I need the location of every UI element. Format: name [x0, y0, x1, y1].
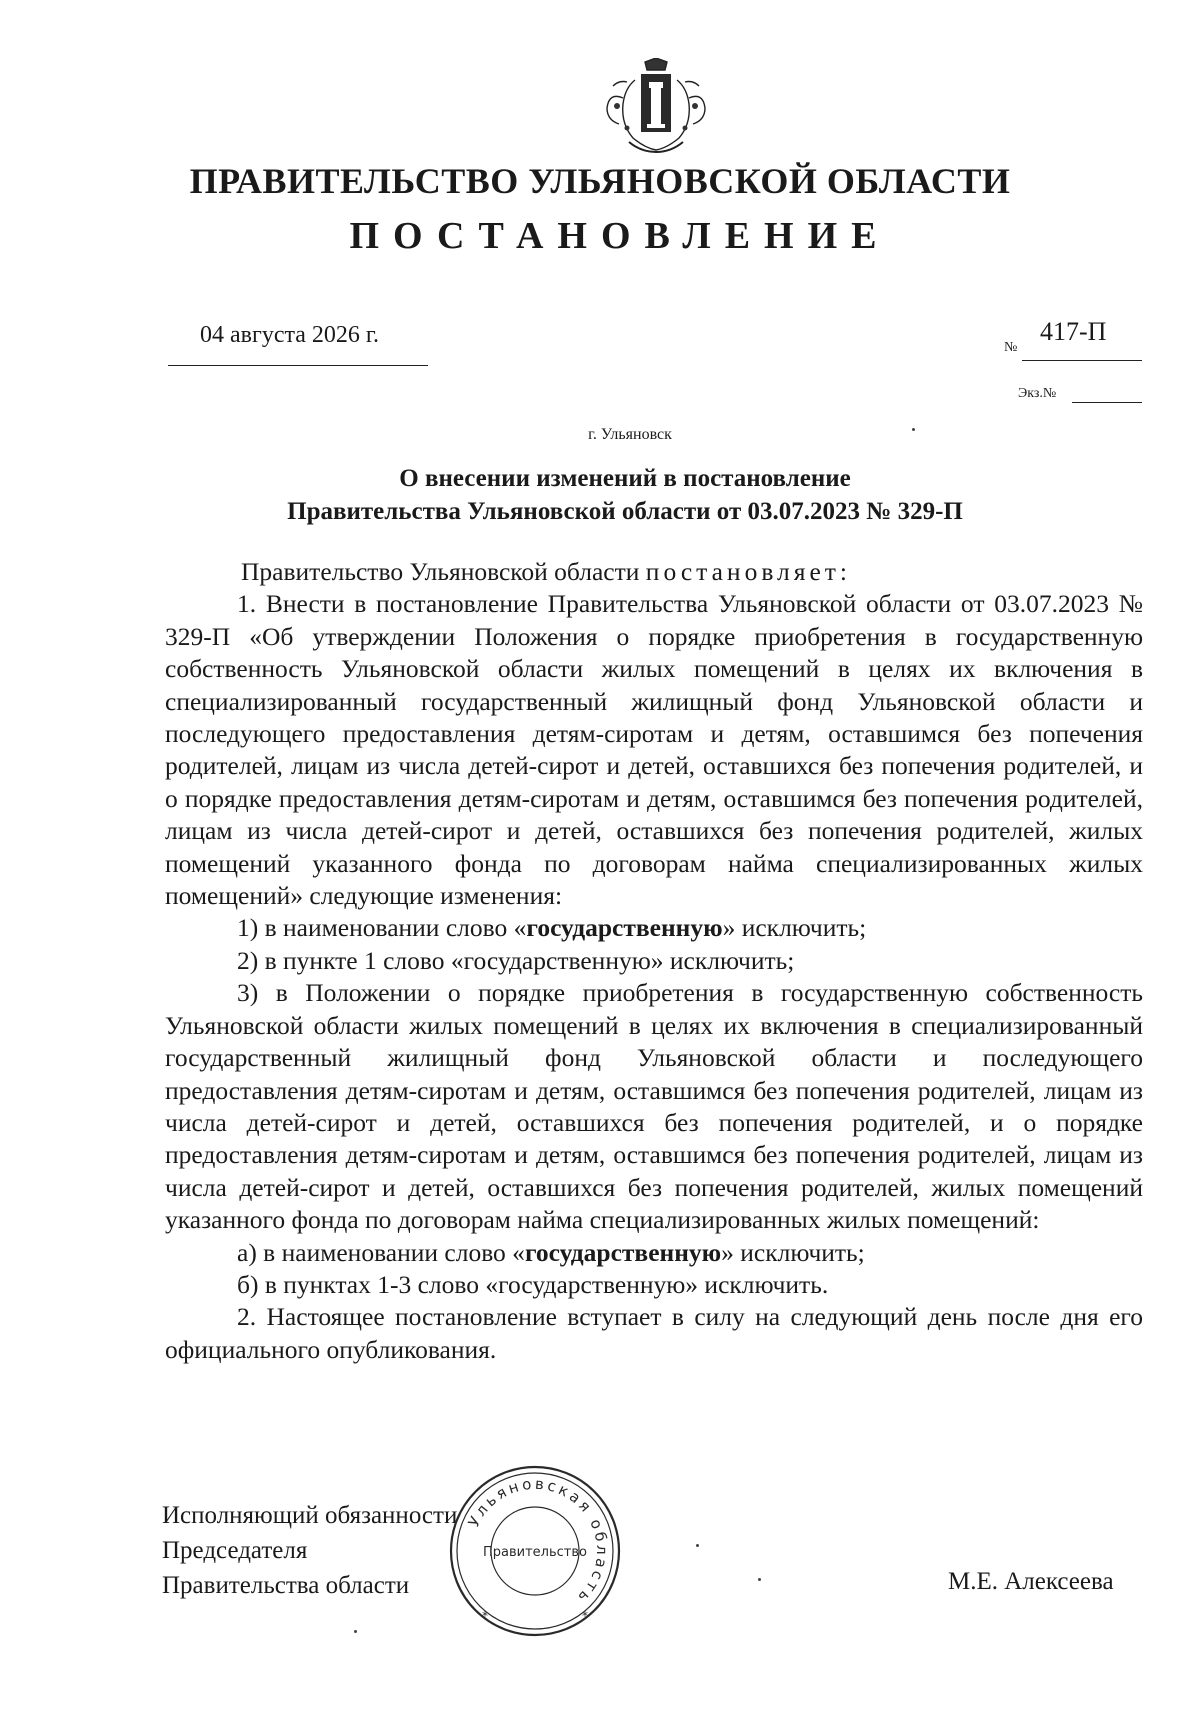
- organization-title: ПРАВИТЕЛЬСТВО УЛЬЯНОВСКОЙ ОБЛАСТИ: [189, 161, 1011, 201]
- subitem-1-before: 1) в наименовании слово «: [237, 913, 527, 943]
- subitem-a-bold: государственную: [524, 1237, 722, 1267]
- signature-block: [162, 1498, 457, 1603]
- date-underline: [168, 365, 428, 366]
- subitem-1-bold: государственную: [526, 913, 723, 943]
- subitem-3: 3) в Положении о порядке приобретения в государственную собственность Ульяновской области жилых помещений в целях их включения в специализированный государственный жилищный фонд Ульяновской области и последующего предоставления детям-сиротам и детям, оставшимся без попечения родителей, лицам из числа детей-сирот и детей, оставшихся без попечения родителей, и о порядке предоставления детям-сиротам и детям, оставшимся без попечения родителей, лицам из числа детей-сирот и детей, оставшихся без попечения родителей, жилых помещений указанного фонда по договорам найма специализированных жилых помещений:: [165, 978, 1143, 1235]
- signature-position-line-2: Председателя: [162, 1537, 308, 1564]
- document-type-title: ПОСТАНОВЛЕНИЕ: [349, 215, 891, 257]
- number-underline: [1022, 360, 1142, 361]
- subitem-b: б) в пунктах 1-3 слово «государственную» исключить.: [237, 1269, 829, 1299]
- document-date: 04 августа 2026 г.: [200, 322, 380, 348]
- subitem-a-before: а) в наименовании слово «: [237, 1237, 525, 1267]
- scan-speck: [354, 1630, 357, 1633]
- svg-text:*: *: [582, 1609, 588, 1623]
- subitem-a: [165, 1237, 1143, 1269]
- subitem-1-after: » исключить;: [722, 913, 867, 943]
- item-1: 1. Внести в постановление Правительства Ульяновской области от 03.07.2023 № 329-П «Об утверждении Положения о порядке приобретения в государственную собственность Ульяновской области жилых помещений в целях их включения в специализированный государственный жилищный фонд Ульяновской области и последующего предоставления детям-сиротам и детям, оставшимся без попечения родителей, лицам из числа детей-сирот и детей, оставшихся без попечения родителей, и о порядке предоставления детям-сиротам и детям, оставшимся без попечения родителей, лицам из числа детей-сирот и детей, оставшихся без попечения родителей, жилых помещений указанного фонда по договорам найма специализированных жилых помещений» следующие изменения:: [165, 589, 1143, 911]
- document-number: 417-П: [1040, 317, 1107, 346]
- subitem-2: 2) в пункте 1 слово «государственную» исключить;: [237, 945, 795, 975]
- subitem-1: [165, 912, 1143, 944]
- copy-number-label: Экз.№: [1018, 386, 1057, 401]
- intro-verb: постановляет:: [645, 557, 852, 586]
- signature-position-line-1: Исполняющий обязанности: [162, 1502, 458, 1529]
- document-subject: [0, 462, 1200, 528]
- city-name: г. Ульяновск: [588, 426, 672, 443]
- scan-speck: [912, 428, 915, 431]
- scan-speck: [696, 1544, 699, 1547]
- signer-name: М.Е. Алексеева: [948, 1568, 1114, 1595]
- svg-text:*: *: [482, 1609, 488, 1623]
- intro-prefix: Правительство Ульяновской области: [241, 557, 640, 586]
- signature-position-line-3: Правительства области: [162, 1572, 410, 1599]
- document-body: [165, 556, 1143, 1366]
- official-stamp-icon: [446, 1462, 624, 1640]
- subitem-a-after: » исключить;: [721, 1237, 865, 1267]
- subject-line-1: О внесении изменений в постановление: [399, 465, 851, 492]
- copy-number-underline: [1072, 402, 1142, 403]
- intro-paragraph: [165, 556, 1143, 588]
- subject-line-2: Правительства Ульяновской области от 03.07.2023 № 329-П: [287, 498, 963, 525]
- regional-coat-of-arms-icon: [601, 58, 711, 154]
- scan-speck: [758, 1578, 761, 1581]
- number-label: №: [1004, 340, 1018, 355]
- stamp-ring-text: Ульяновская область: [464, 1474, 612, 1609]
- item-2: 2. Настоящее постановление вступает в силу на следующий день после дня его официального опубликования.: [165, 1302, 1143, 1364]
- stamp-center-text: Правительство: [483, 1545, 587, 1560]
